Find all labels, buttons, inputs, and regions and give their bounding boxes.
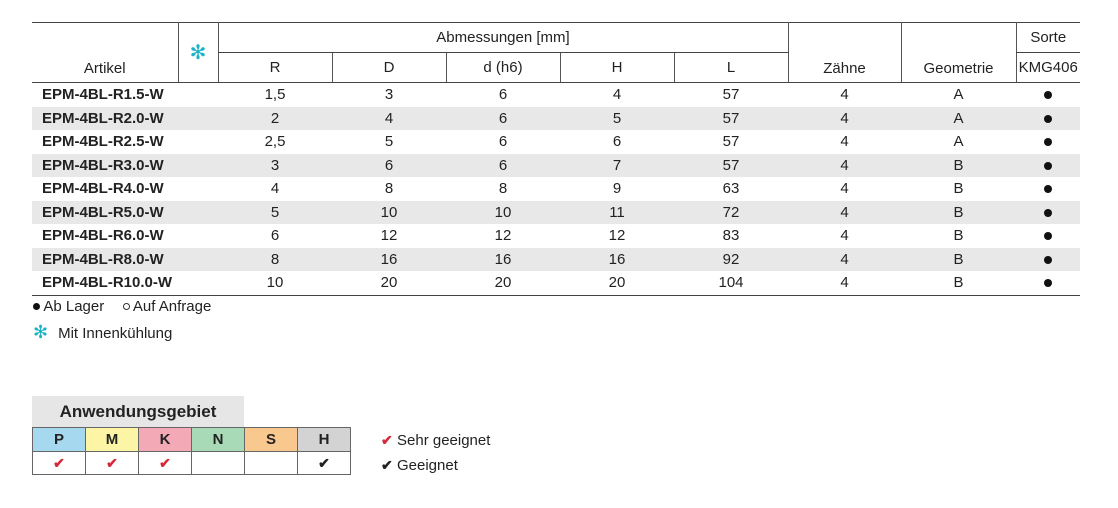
empty-circle-icon: [123, 303, 130, 310]
article-cell: EPM-4BL-R2.5-W: [42, 133, 164, 151]
suitability-P: [33, 452, 86, 475]
geometry-cell: A: [953, 133, 964, 151]
dim-d-cell: 12: [494, 227, 512, 245]
header-dim-H: H: [560, 53, 674, 83]
table-row: [32, 154, 1080, 178]
dim-H-cell: 4: [612, 86, 622, 104]
header-grade: KMG406: [1016, 53, 1080, 83]
dim-D-cell: 20: [332, 271, 446, 295]
suitability-H: [298, 452, 351, 475]
header-dim-D: D: [332, 53, 446, 83]
dim-R-cell: 8: [218, 248, 332, 272]
dim-H-cell: 7: [560, 154, 674, 178]
legend-very-suitable: Sehr geeignet: [397, 432, 491, 449]
teeth-cell: 4: [788, 201, 901, 225]
in-stock-dot-icon: [1044, 256, 1052, 264]
dim-L-cell: 57: [674, 154, 788, 178]
header-article: Artikel: [32, 23, 178, 83]
teeth-cell: 4: [788, 248, 901, 272]
dim-D-cell: 5: [384, 133, 394, 151]
teeth-cell: 4: [788, 271, 901, 295]
geometry-cell: B: [901, 154, 1016, 178]
cooling-cell: [178, 177, 218, 201]
table-row: [32, 107, 1080, 131]
snowflake-icon: ✻: [189, 42, 207, 64]
dim-L-cell: 57: [722, 133, 740, 151]
teeth-cell: 4: [788, 154, 901, 178]
in-stock-dot-icon: [1044, 138, 1052, 146]
dim-D-cell: 3: [384, 86, 394, 104]
cooling-cell: [178, 107, 218, 131]
dim-H-cell: 11: [560, 201, 674, 225]
table-row: [32, 83, 1080, 107]
material-S: S: [245, 428, 298, 452]
dim-R-cell: 5: [218, 201, 332, 225]
legend-on-request: Auf Anfrage: [132, 298, 212, 315]
dim-R-cell: 6: [270, 227, 280, 245]
dim-D-cell: 4: [332, 107, 446, 131]
checkmark-icon: ✔: [381, 457, 393, 473]
in-stock-dot-icon: [1044, 185, 1052, 193]
dim-D-cell: 8: [384, 180, 394, 198]
filled-dot-icon: [33, 303, 40, 310]
teeth-cell: 4: [788, 107, 901, 131]
application-area-title: Anwendungsgebiet: [32, 396, 244, 427]
in-stock-dot-icon: [1044, 279, 1052, 287]
legend-suitable: Geeignet: [397, 457, 458, 474]
header-geometry: Geometrie: [901, 23, 1016, 83]
checkmark-icon: ✔: [159, 454, 171, 471]
table-row: [32, 248, 1080, 272]
geometry-cell: A: [901, 107, 1016, 131]
legend-very-suitable-item: [381, 428, 490, 453]
dim-D-cell: 6: [332, 154, 446, 178]
geometry-cell: B: [901, 201, 1016, 225]
article-cell: EPM-4BL-R5.0-W: [32, 201, 178, 225]
checkmark-icon: ✔: [318, 454, 330, 471]
in-stock-dot-icon: [1044, 162, 1052, 170]
legend-in-stock: Ab Lager: [43, 298, 105, 315]
header-dim-R: R: [218, 53, 332, 83]
geometry-cell: A: [953, 86, 964, 104]
dim-d-cell: 6: [446, 107, 560, 131]
table-row: [32, 271, 1080, 295]
dim-D-cell: 10: [332, 201, 446, 225]
stock-legend: [33, 298, 211, 315]
header-dimensions: Abmessungen [mm]: [218, 23, 788, 53]
dim-d-cell: 16: [446, 248, 560, 272]
cooling-cell: [178, 271, 218, 295]
header-grade-group: Sorte: [1016, 23, 1080, 53]
dim-H-cell: 20: [560, 271, 674, 295]
material-P: P: [33, 428, 86, 452]
dim-R-cell: 1,5: [264, 86, 286, 104]
dim-R-cell: 2: [218, 107, 332, 131]
in-stock-dot-icon: [1044, 209, 1052, 217]
dim-d-cell: 6: [498, 133, 508, 151]
teeth-cell: 4: [840, 133, 849, 151]
teeth-cell: 4: [840, 180, 849, 198]
article-cell: EPM-4BL-R1.5-W: [42, 86, 164, 104]
dim-D-cell: 16: [332, 248, 446, 272]
dim-H-cell: 16: [560, 248, 674, 272]
suitability-K: [139, 452, 192, 475]
table-row: [32, 224, 1080, 248]
cooling-cell: [178, 224, 218, 248]
dim-L-cell: 83: [722, 227, 740, 245]
dim-R-cell: 3: [218, 154, 332, 178]
table-row: [32, 130, 1080, 154]
suitability-M: [86, 452, 139, 475]
dim-H-cell: 6: [612, 133, 622, 151]
dim-d-cell: 8: [498, 180, 508, 198]
geometry-cell: B: [901, 271, 1016, 295]
header-dim-L: L: [674, 53, 788, 83]
snowflake-icon: ✻: [33, 322, 49, 342]
dim-R-cell: 2,5: [264, 133, 286, 151]
suitability-S: [245, 452, 298, 475]
header-teeth: Zähne: [788, 23, 901, 83]
header-cooling: [178, 23, 218, 83]
article-cell: EPM-4BL-R6.0-W: [42, 227, 164, 245]
table-row: [32, 177, 1080, 201]
dim-H-cell: 5: [560, 107, 674, 131]
legend-cooling: Mit Innenkühlung: [58, 325, 173, 342]
grade-cell: [1016, 130, 1080, 154]
article-cell: EPM-4BL-R2.0-W: [32, 107, 178, 131]
dim-H-cell: 9: [612, 180, 622, 198]
dim-L-cell: 92: [674, 248, 788, 272]
header-dim-d: d (h6): [446, 53, 560, 83]
dim-L-cell: 63: [722, 180, 740, 198]
article-cell: EPM-4BL-R8.0-W: [32, 248, 178, 272]
suitability-legend: [381, 428, 490, 478]
dim-D-cell: 12: [380, 227, 398, 245]
cooling-cell: [178, 130, 218, 154]
cooling-cell: [178, 201, 218, 225]
dim-d-cell: 6: [498, 86, 508, 104]
geometry-cell: B: [953, 180, 964, 198]
table-row: [32, 201, 1080, 225]
application-area-table: [32, 427, 351, 475]
checkmark-icon: ✔: [381, 432, 393, 448]
checkmark-icon: ✔: [106, 454, 118, 471]
product-table: [32, 22, 1080, 296]
dim-R-cell: 4: [270, 180, 280, 198]
material-N: N: [192, 428, 245, 452]
geometry-cell: B: [953, 227, 964, 245]
material-H: H: [298, 428, 351, 452]
grade-cell: [1016, 248, 1080, 272]
suitability-N: [192, 452, 245, 475]
in-stock-dot-icon: [1044, 232, 1052, 240]
dim-d-cell: 6: [446, 154, 560, 178]
dim-d-cell: 10: [446, 201, 560, 225]
grade-cell: [1016, 107, 1080, 131]
article-cell: EPM-4BL-R10.0-W: [32, 271, 178, 295]
cooling-legend: [33, 322, 172, 343]
cooling-cell: [178, 248, 218, 272]
article-cell: EPM-4BL-R3.0-W: [32, 154, 178, 178]
in-stock-dot-icon: [1044, 115, 1052, 123]
dim-R-cell: 10: [218, 271, 332, 295]
article-cell: EPM-4BL-R4.0-W: [42, 180, 164, 198]
cooling-cell: [178, 154, 218, 178]
geometry-cell: B: [901, 248, 1016, 272]
in-stock-dot-icon: [1044, 91, 1052, 99]
grade-cell: [1016, 154, 1080, 178]
grade-cell: [1016, 177, 1080, 201]
teeth-cell: 4: [840, 227, 849, 245]
material-M: M: [86, 428, 139, 452]
dim-L-cell: 57: [674, 107, 788, 131]
grade-cell: [1016, 201, 1080, 225]
grade-cell: [1016, 224, 1080, 248]
dim-L-cell: 104: [674, 271, 788, 295]
checkmark-icon: ✔: [53, 454, 65, 471]
dim-H-cell: 12: [608, 227, 626, 245]
grade-cell: [1016, 271, 1080, 295]
teeth-cell: 4: [840, 86, 849, 104]
dim-d-cell: 20: [446, 271, 560, 295]
dim-L-cell: 72: [674, 201, 788, 225]
cooling-cell: [178, 83, 218, 107]
legend-suitable-item: [381, 453, 490, 478]
dim-L-cell: 57: [722, 86, 740, 104]
material-K: K: [139, 428, 192, 452]
grade-cell: [1016, 83, 1080, 107]
